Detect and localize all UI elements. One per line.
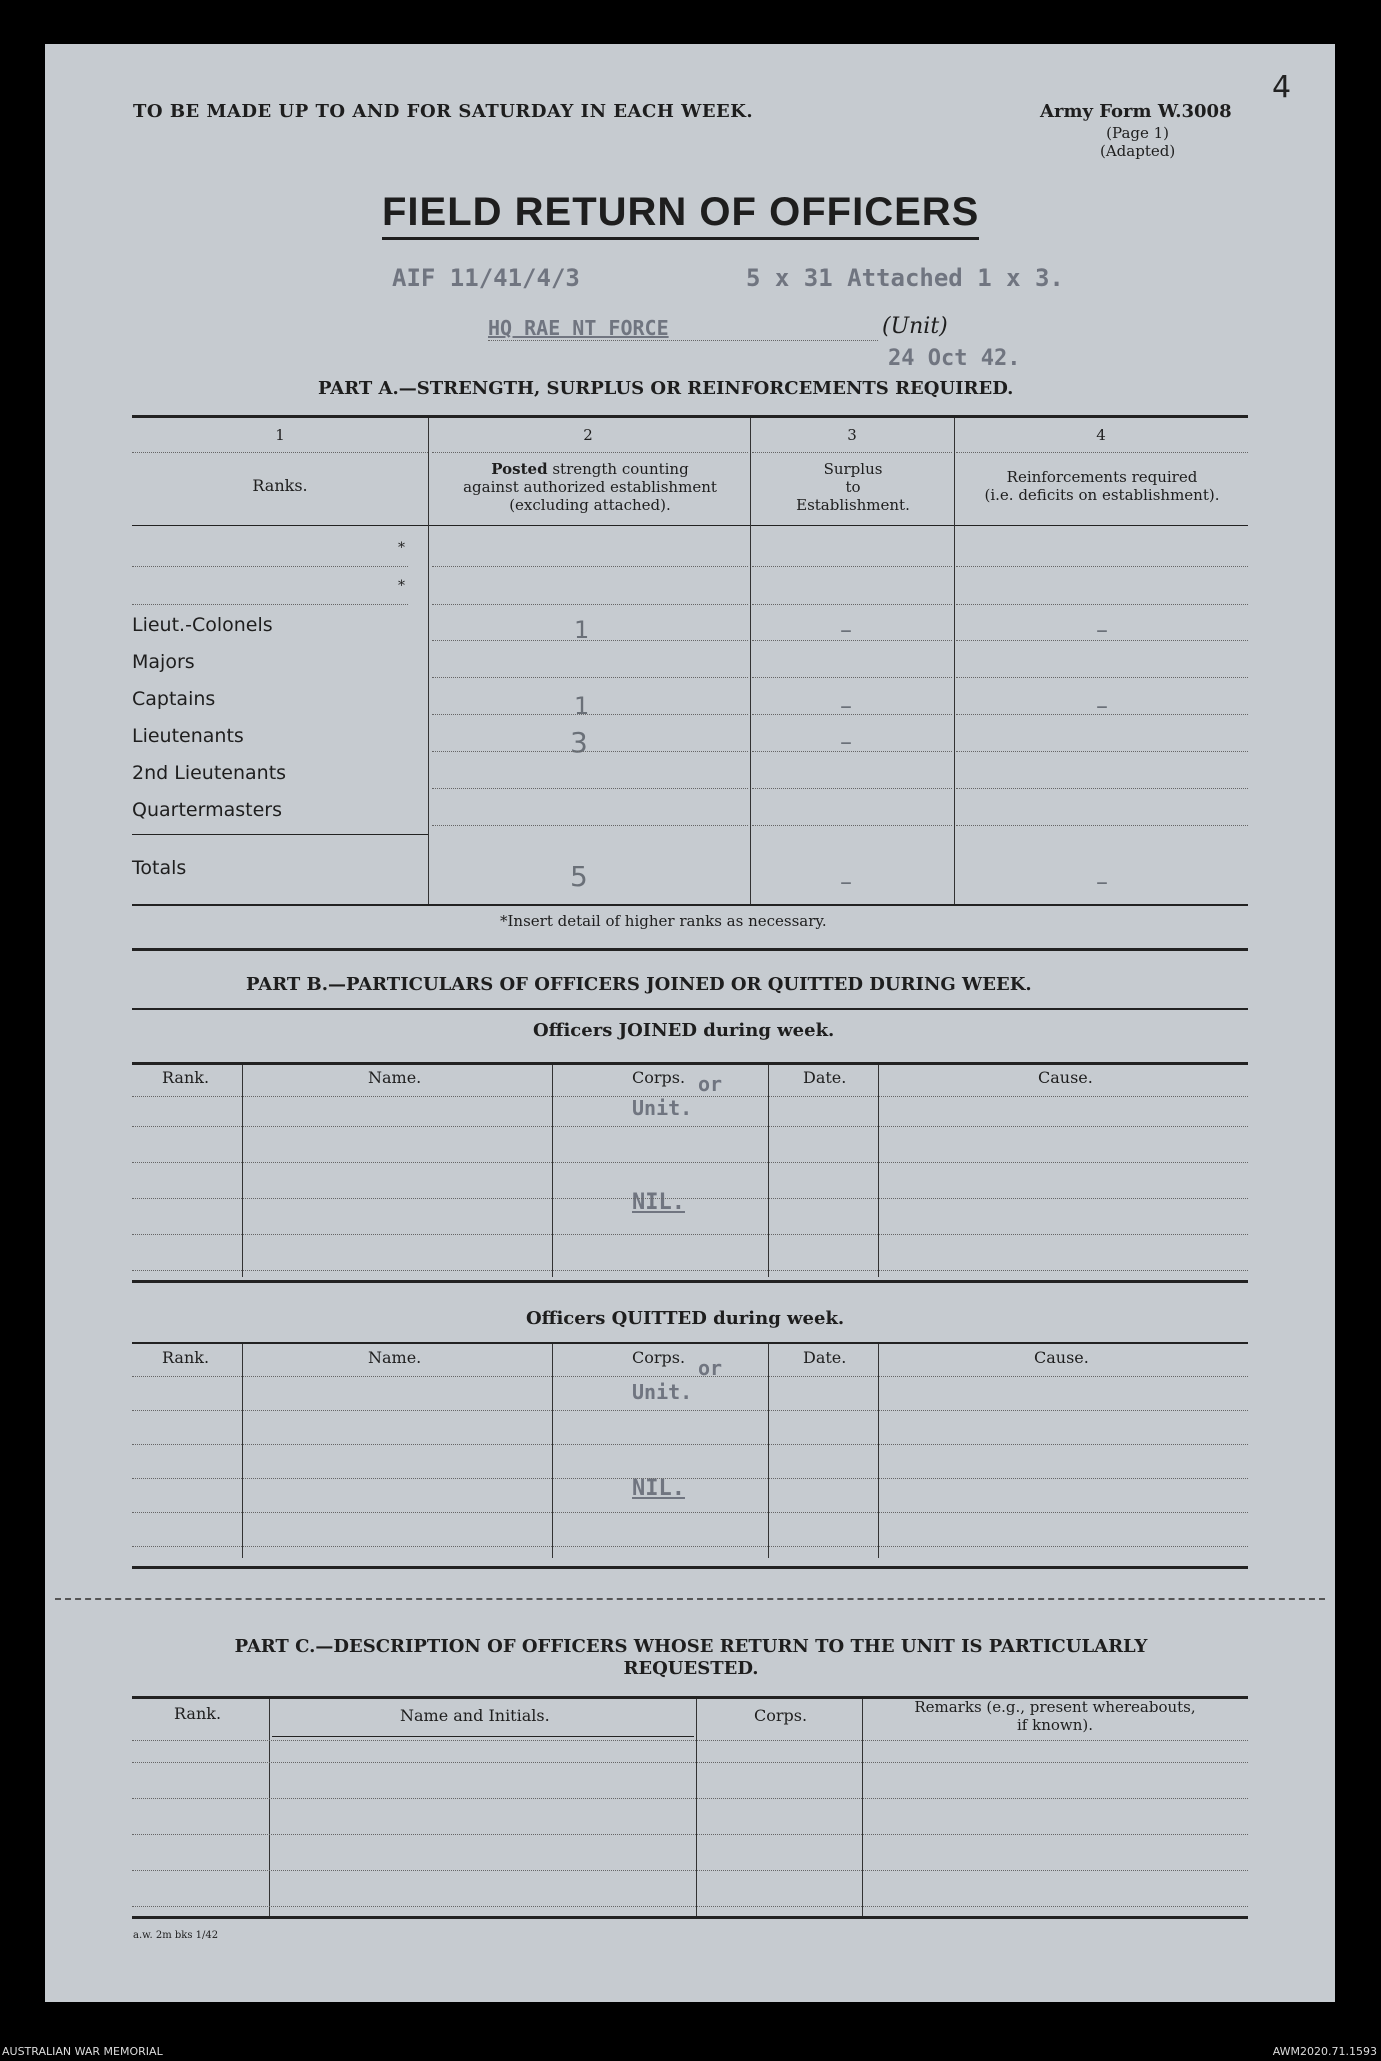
divider (132, 1126, 1248, 1127)
quitted-nil: NIL. (632, 1476, 685, 1501)
part-c-col-name: Name and Initials. (400, 1706, 550, 1725)
quitted-top-rule (132, 1342, 1248, 1344)
part-c-col-remarks (862, 1698, 1248, 1734)
quitted-bottom-rule (132, 1566, 1248, 1569)
divider (752, 566, 952, 567)
divider (132, 1906, 1248, 1907)
divider (956, 751, 1248, 752)
divider (132, 1478, 1248, 1479)
divider (432, 604, 748, 605)
weekly-instruction: TO BE MADE UP TO AND FOR SATURDAY IN EACH WEEK. (133, 101, 754, 122)
posted-header (430, 460, 750, 514)
divider (752, 751, 952, 752)
col-divider (862, 1699, 863, 1917)
divider (132, 452, 428, 453)
divider (132, 1834, 1248, 1835)
total-surplus: – (840, 868, 852, 896)
divider (132, 604, 408, 605)
joined-title: Officers JOINED during week. (533, 1020, 835, 1041)
part-c-col-rank: Rank. (174, 1704, 222, 1723)
rank-lieut-colonels: Lieut.-Colonels (132, 614, 273, 636)
joined-col-cause: Cause. (1038, 1068, 1093, 1087)
divider (132, 1546, 1248, 1547)
unit-line (488, 340, 878, 341)
divider (956, 714, 1248, 715)
divider (752, 788, 952, 789)
reinforcements-header (956, 468, 1248, 504)
joined-unit: Unit. (632, 1096, 693, 1120)
divider (432, 751, 748, 752)
surplus-line2: to (845, 478, 861, 496)
col-divider (750, 418, 751, 904)
surplus-lieut-colonels: – (840, 616, 852, 644)
part-b-title: PART B.—PARTICULARS OF OFFICERS JOINED OR QUITTED DURING WEEK. (246, 974, 1032, 995)
rank-captains: Captains (132, 688, 216, 710)
divider (752, 452, 952, 453)
divider (432, 825, 748, 826)
reinf-lieut-colonels: – (1096, 616, 1108, 644)
divider (956, 566, 1248, 567)
divider (132, 1512, 1248, 1513)
divider (132, 1798, 1248, 1799)
divider (432, 640, 748, 641)
posted-line2: against authorized establishment (463, 478, 717, 496)
rank-quartermasters: Quartermasters (132, 799, 282, 821)
posted-captains: 1 (574, 692, 590, 720)
divider (132, 1740, 1248, 1741)
part-c-title (176, 1636, 1206, 1680)
divider (432, 677, 748, 678)
part-a-title: PART A.—STRENGTH, SURPLUS OR REINFORCEMENTS REQUIRED. (318, 378, 1014, 399)
surplus-header (752, 460, 954, 514)
surplus-line1: Surplus (823, 460, 883, 478)
divider (956, 640, 1248, 641)
name-header-rule (272, 1736, 694, 1737)
joined-col-rank: Rank. (162, 1068, 210, 1087)
total-posted: 5 (570, 860, 588, 893)
part-b-rule (132, 1008, 1248, 1010)
posted-rest: strength counting (547, 460, 689, 478)
part-c-remarks-line2: if known). (1016, 1716, 1094, 1734)
posted-bold: Posted (491, 460, 548, 478)
part-a-footnote: *Insert detail of higher ranks as necessary. (500, 912, 827, 930)
form-adapted: (Adapted) (1100, 142, 1176, 160)
unit-name: HQ RAE NT FORCE (488, 316, 669, 340)
part-a-header-rule (132, 525, 1248, 526)
corner-mark: 4 (1272, 70, 1292, 105)
divider (132, 1096, 1248, 1097)
unit-label: (Unit) (882, 314, 948, 339)
col-divider (696, 1699, 697, 1917)
part-a-bottom-rule (132, 904, 1248, 906)
joined-bottom-rule (132, 1280, 1248, 1283)
posted-line3: (excluding attached). (509, 496, 671, 514)
asterisk-2: * (398, 578, 405, 594)
divider (132, 1234, 1248, 1235)
form-page: (Page 1) (1106, 124, 1170, 142)
asterisk-1: * (398, 540, 405, 556)
surplus-captains: – (840, 692, 852, 720)
joined-col-corps: Corps. (632, 1068, 686, 1087)
quitted-col-corps: Corps. (632, 1348, 686, 1367)
divider (132, 1870, 1248, 1871)
joined-or: or (698, 1072, 723, 1096)
rank-2nd-lieutenants: 2nd Lieutenants (132, 762, 287, 784)
divider (432, 566, 748, 567)
part-c-title-line1: PART C.—DESCRIPTION OF OFFICERS WHOSE RETURN TO THE UNIT IS PARTICULARLY (234, 1636, 1148, 1657)
col-number-4: 4 (1096, 426, 1106, 444)
ranks-header: Ranks. (252, 476, 308, 495)
quitted-unit: Unit. (632, 1380, 693, 1404)
part-a-end-rule (132, 948, 1248, 951)
divider (752, 714, 952, 715)
quitted-col-name: Name. (368, 1348, 422, 1367)
form-number: Army Form W.3008 (1040, 101, 1232, 122)
rank-majors: Majors (132, 651, 195, 673)
posted-lieutenants: 3 (570, 726, 588, 759)
divider (956, 677, 1248, 678)
col-number-2: 2 (583, 426, 593, 444)
footer-left: AUSTRALIAN WAR MEMORIAL (2, 2045, 163, 2058)
divider (132, 1762, 1248, 1763)
reinf-captains: – (1096, 692, 1108, 720)
total-reinf: – (1096, 868, 1108, 896)
col-number-3: 3 (847, 426, 857, 444)
perforation-line (55, 1598, 1325, 1600)
divider (956, 452, 1248, 453)
divider (752, 640, 952, 641)
part-c-remarks-line1: Remarks (e.g., present whereabouts, (914, 1698, 1196, 1716)
divider (132, 1376, 1248, 1377)
totals-rule (132, 834, 428, 835)
surplus-line3: Establishment. (796, 496, 910, 514)
divider (132, 1270, 1248, 1271)
quitted-col-date: Date. (803, 1348, 847, 1367)
print-code: a.w. 2m bks 1/42 (133, 1930, 219, 1941)
surplus-lieutenants: – (840, 728, 852, 756)
divider (432, 788, 748, 789)
divider (432, 714, 748, 715)
joined-col-date: Date. (803, 1068, 847, 1087)
col-number-1: 1 (275, 426, 285, 444)
col-divider (954, 418, 955, 904)
reference-number: AIF 11/41/4/3 (392, 264, 580, 292)
rank-lieutenants: Lieutenants (132, 725, 244, 747)
col-divider (428, 418, 429, 904)
quitted-title: Officers QUITTED during week. (526, 1308, 845, 1329)
divider (752, 604, 952, 605)
return-date: 24 Oct 42. (888, 346, 1021, 371)
strength-summary: 5 x 31 Attached 1 x 3. (746, 264, 1064, 292)
divider (956, 604, 1248, 605)
quitted-col-rank: Rank. (162, 1348, 210, 1367)
quitted-or: or (698, 1356, 723, 1380)
joined-nil: NIL. (632, 1190, 685, 1215)
col-divider (269, 1699, 270, 1917)
part-c-title-line2: REQUESTED. (623, 1658, 759, 1679)
divider (956, 825, 1248, 826)
divider (956, 788, 1248, 789)
divider (432, 452, 748, 453)
totals-label: Totals (132, 857, 187, 879)
divider (132, 566, 408, 567)
divider (132, 1444, 1248, 1445)
part-a-top-rule (132, 415, 1248, 418)
joined-col-name: Name. (368, 1068, 422, 1087)
posted-lieut-colonels: 1 (574, 616, 590, 644)
divider (132, 1198, 1248, 1199)
footer-right: AWM2020.71.1593 (1272, 2045, 1377, 2058)
quitted-col-cause: Cause. (1034, 1348, 1089, 1367)
divider (132, 1410, 1248, 1411)
reinf-line1: Reinforcements required (1006, 468, 1198, 486)
divider (132, 1162, 1248, 1163)
form-page-info (1100, 124, 1175, 160)
part-c-bottom-rule (132, 1916, 1248, 1919)
reinf-line2: (i.e. deficits on establishment). (984, 486, 1220, 504)
divider (752, 677, 952, 678)
divider (752, 825, 952, 826)
part-c-col-corps: Corps. (754, 1706, 808, 1725)
page-title: FIELD RETURN OF OFFICERS (382, 190, 979, 240)
joined-top-rule (132, 1062, 1248, 1065)
